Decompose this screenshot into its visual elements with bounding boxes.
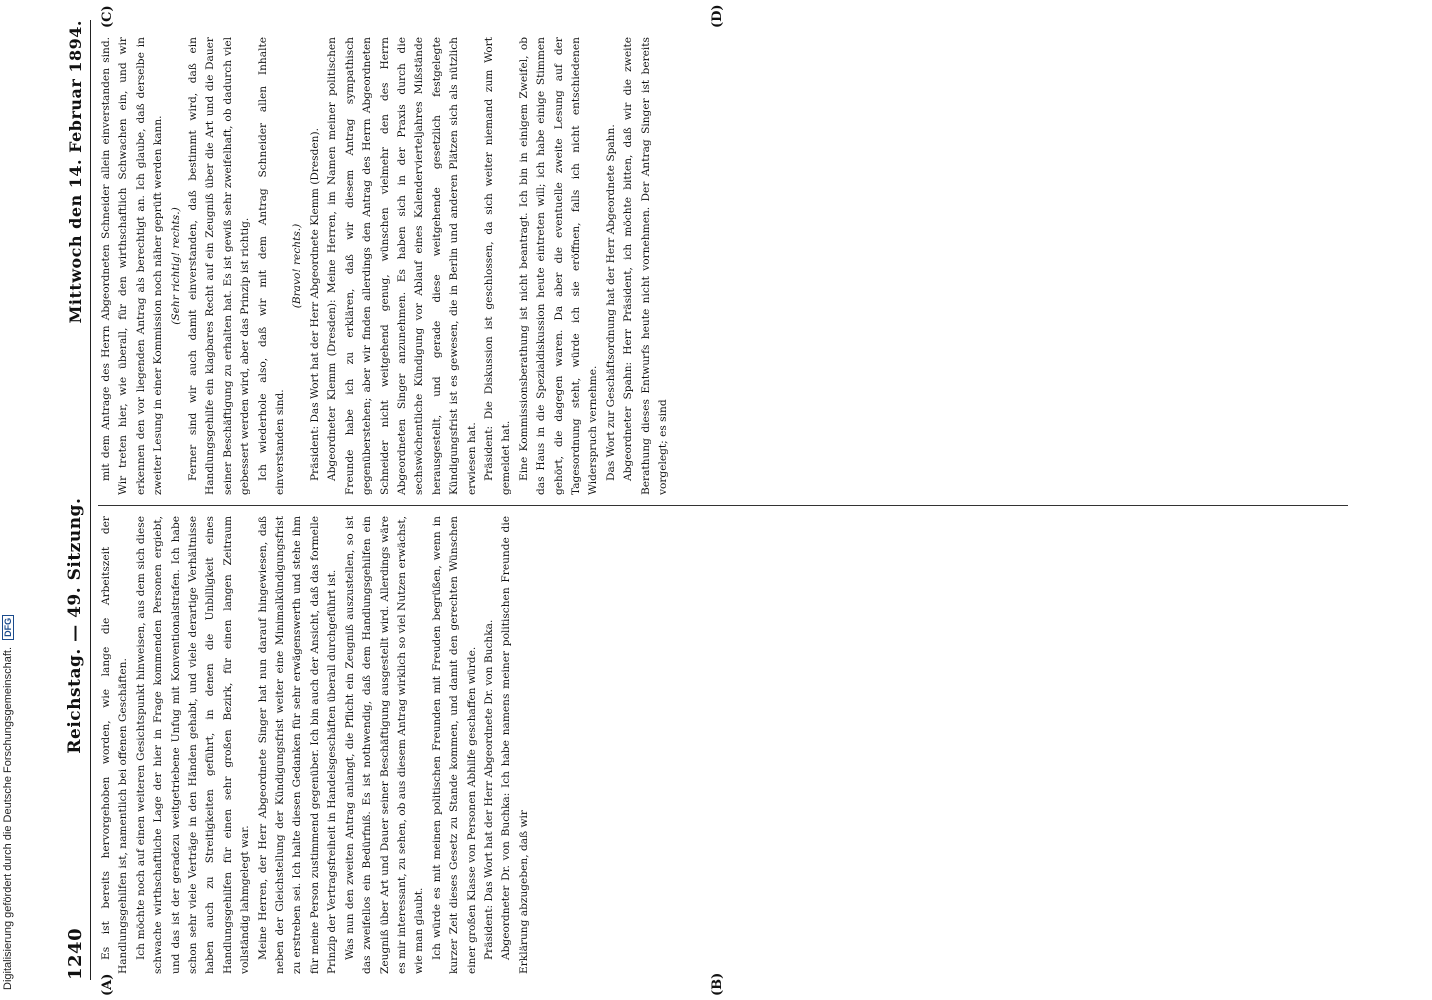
paragraph: Präsident: Das Wort hat der Herr Abgeordnete Dr. von Buchka. (482, 619, 495, 960)
page-body (60, 4, 1360, 996)
left-column (98, 510, 1348, 980)
dfg-logo: DFG (2, 615, 14, 640)
margin-marker-b: (B) (710, 972, 725, 996)
session-title: Reichstag. — 49. Sitzung. (65, 497, 85, 754)
paragraph: (Bravo! rechts.) (291, 223, 304, 309)
margin-marker-c: (C) (100, 5, 115, 28)
margin-marker-a: (A) (100, 973, 115, 996)
column-divider (98, 505, 1348, 506)
paragraph: Präsident: Das Wort hat der Herr Abgeordnete Klemm (Dresden). (308, 128, 321, 481)
paragraph: Präsident: Die Diskussion ist geschlossen, da sich weiter niemand zum Wort gemeldet hat. (482, 37, 513, 495)
paragraph: Meine Herren, der Herr Abgeordnete Singer hat nun darauf hingewiesen, daß neben der Gleichstellung der Kündigungsfrist weiter eine Minimalkündigungsfrist zu erstreben sei. Ich halte diesen Gedanken für sehr erwägenswerth und stehe ihm für meine Person zustimmend gegenüber. Ich bin auch der Ansicht, daß das formelle Prinzip der Vertragsfreiheit in Handelsgeschäften überall durchgeführt ist. (256, 516, 339, 974)
paragraph: Eine Kommissionsberathung ist nicht beantragt. Ich bin in einigem Zweifel, ob das Haus in die Spezialdiskussion heute eintreten will; ich habe einige Stimmen gehört, die dagegen waren. Da aber die eventuelle zweite Lesung auf der Tagesordnung steht, würde ich sie eröffnen, falls ich nicht entschiedenen Widerspruch vernehme. (517, 37, 600, 495)
paragraph: (Sehr richtig! rechts.) (169, 207, 182, 325)
paragraph: Abgeordneter Klemm (Dresden): Meine Herren, im Namen meiner politischen Freunde habe ich zu erklären, daß wir diesem Antrag sympathisch gegenüberstehen; aber wir finden allerdings den Antrag des Herrn Abgeordneten Schneider nicht weitgehend genug, wünschen vielmehr den des Herrn Abgeordneten Singer anzunehmen. Es haben sich in der Praxis durch die sechswöchentliche Kündigung vor Ablauf eines Kalendervierteljahres Mißstände herausgestellt, und gerade diese weitgehende gesetzlich festgelegte Kündigungsfrist ist es gewesen, die in Berlin und anderen Plätzen sich als nützlich erwiesen hat. (326, 37, 478, 495)
paragraph: Es ist bereits hervorgehoben worden, wie lange die Arbeitszeit der Handlungsgehilfen ist, namentlich bei offenen Geschäften. (100, 516, 130, 974)
paragraph: Ich würde es mit meinen politischen Freunden mit Freuden begrüßen, wenn in kurzer Zeit dieses Gesetz zu Stande kommen, und damit den gerechten Wünschen einer großen Klasse von Personen Abhilfe geschaffen würde. (430, 516, 478, 974)
paragraph: Das Wort zur Geschäftsordnung hat der Herr Abgeordnete Spahn. (604, 124, 617, 481)
paragraph: Ich möchte noch auf einen weiteren Gesichtspunkt hinweisen, aus dem sich diese schwache wirthschaftliche Lage der hier in Frage kommenden Personen ergiebt, und das ist der geradezu weitgetriebene Unfug mit Konventionalstrafen. Ich habe schon sehr viele Verträge in den Händen gehabt, und viele derartige Verhältnisse haben auch zu Streitigkeiten geführt, in denen die Unbilligkeit eines Handlungsgehilfen für einen sehr großen Bezirk, für einen langen Zeitraum vollständig lahmgelegt war. (134, 516, 252, 974)
margin-marker-d: (D) (710, 4, 725, 28)
paragraph: Abgeordneter Spahn: Herr Präsident, ich möchte bitten, daß wir die zweite Berathung dieses Entwurfs heute nicht vornehmen. Der Antrag Singer ist bereits vorgelegt; es sind (622, 37, 669, 495)
paragraph: Was nun den zweiten Antrag anlangt, die Pflicht ein Zeugniß auszustellen, so ist das zweifellos ein Bedürfniß. Es ist nothwendig, daß dem Handlungsgehilfen ein Zeugniß über Art und Dauer seiner Beschäftigung ausgestellt wird. Allerdings wäre es mir interessant, zu sehen, ob aus diesem Antrag wirklich so viel Nutzen erwächst, wie man glaubt. (343, 516, 426, 974)
footer-credit-text: Digitalisierung gefördert durch die Deutsche Forschungsgemeinschaft. (2, 646, 14, 990)
paragraph: mit dem Antrage des Herrn Abgeordneten Schneider allein einverstanden sind. Wir treten hier, wie überall, für den wirthschaftlich Schwachen ein, und wir erkennen den vor liegenden Antrag als berechtigt an. Ich glaube, daß derselbe in zweiter Lesung in einer Kommission noch näher geprüft werden kann. (100, 37, 165, 495)
paragraph: Abgeordneter Dr. von Buchka: Ich habe namens meiner politischen Freunde die Erklärung abzugeben, daß wir (500, 516, 530, 974)
paragraph: Ich wiederhole also, daß wir mit dem Antrag Schneider allen Inhalte einverstanden sind. (256, 37, 287, 495)
page-number: 1240 (64, 927, 86, 980)
running-head (60, 20, 91, 980)
session-date: Mittwoch den 14. Februar 1894. (65, 20, 85, 324)
text-columns (98, 20, 1348, 980)
right-column (98, 31, 1348, 501)
paragraph: Ferner sind wir auch damit einverstanden, daß bestimmt wird, daß ein Handlungsgehilfe ein klagbares Recht auf ein Zeugniß über die Art und die Dauer seiner Beschäftigung zu erhalten hat. Es ist gewiß sehr zweifelhaft, ob dadurch viel gebessert werden wird, aber das Prinzip ist richtig. (187, 37, 252, 495)
